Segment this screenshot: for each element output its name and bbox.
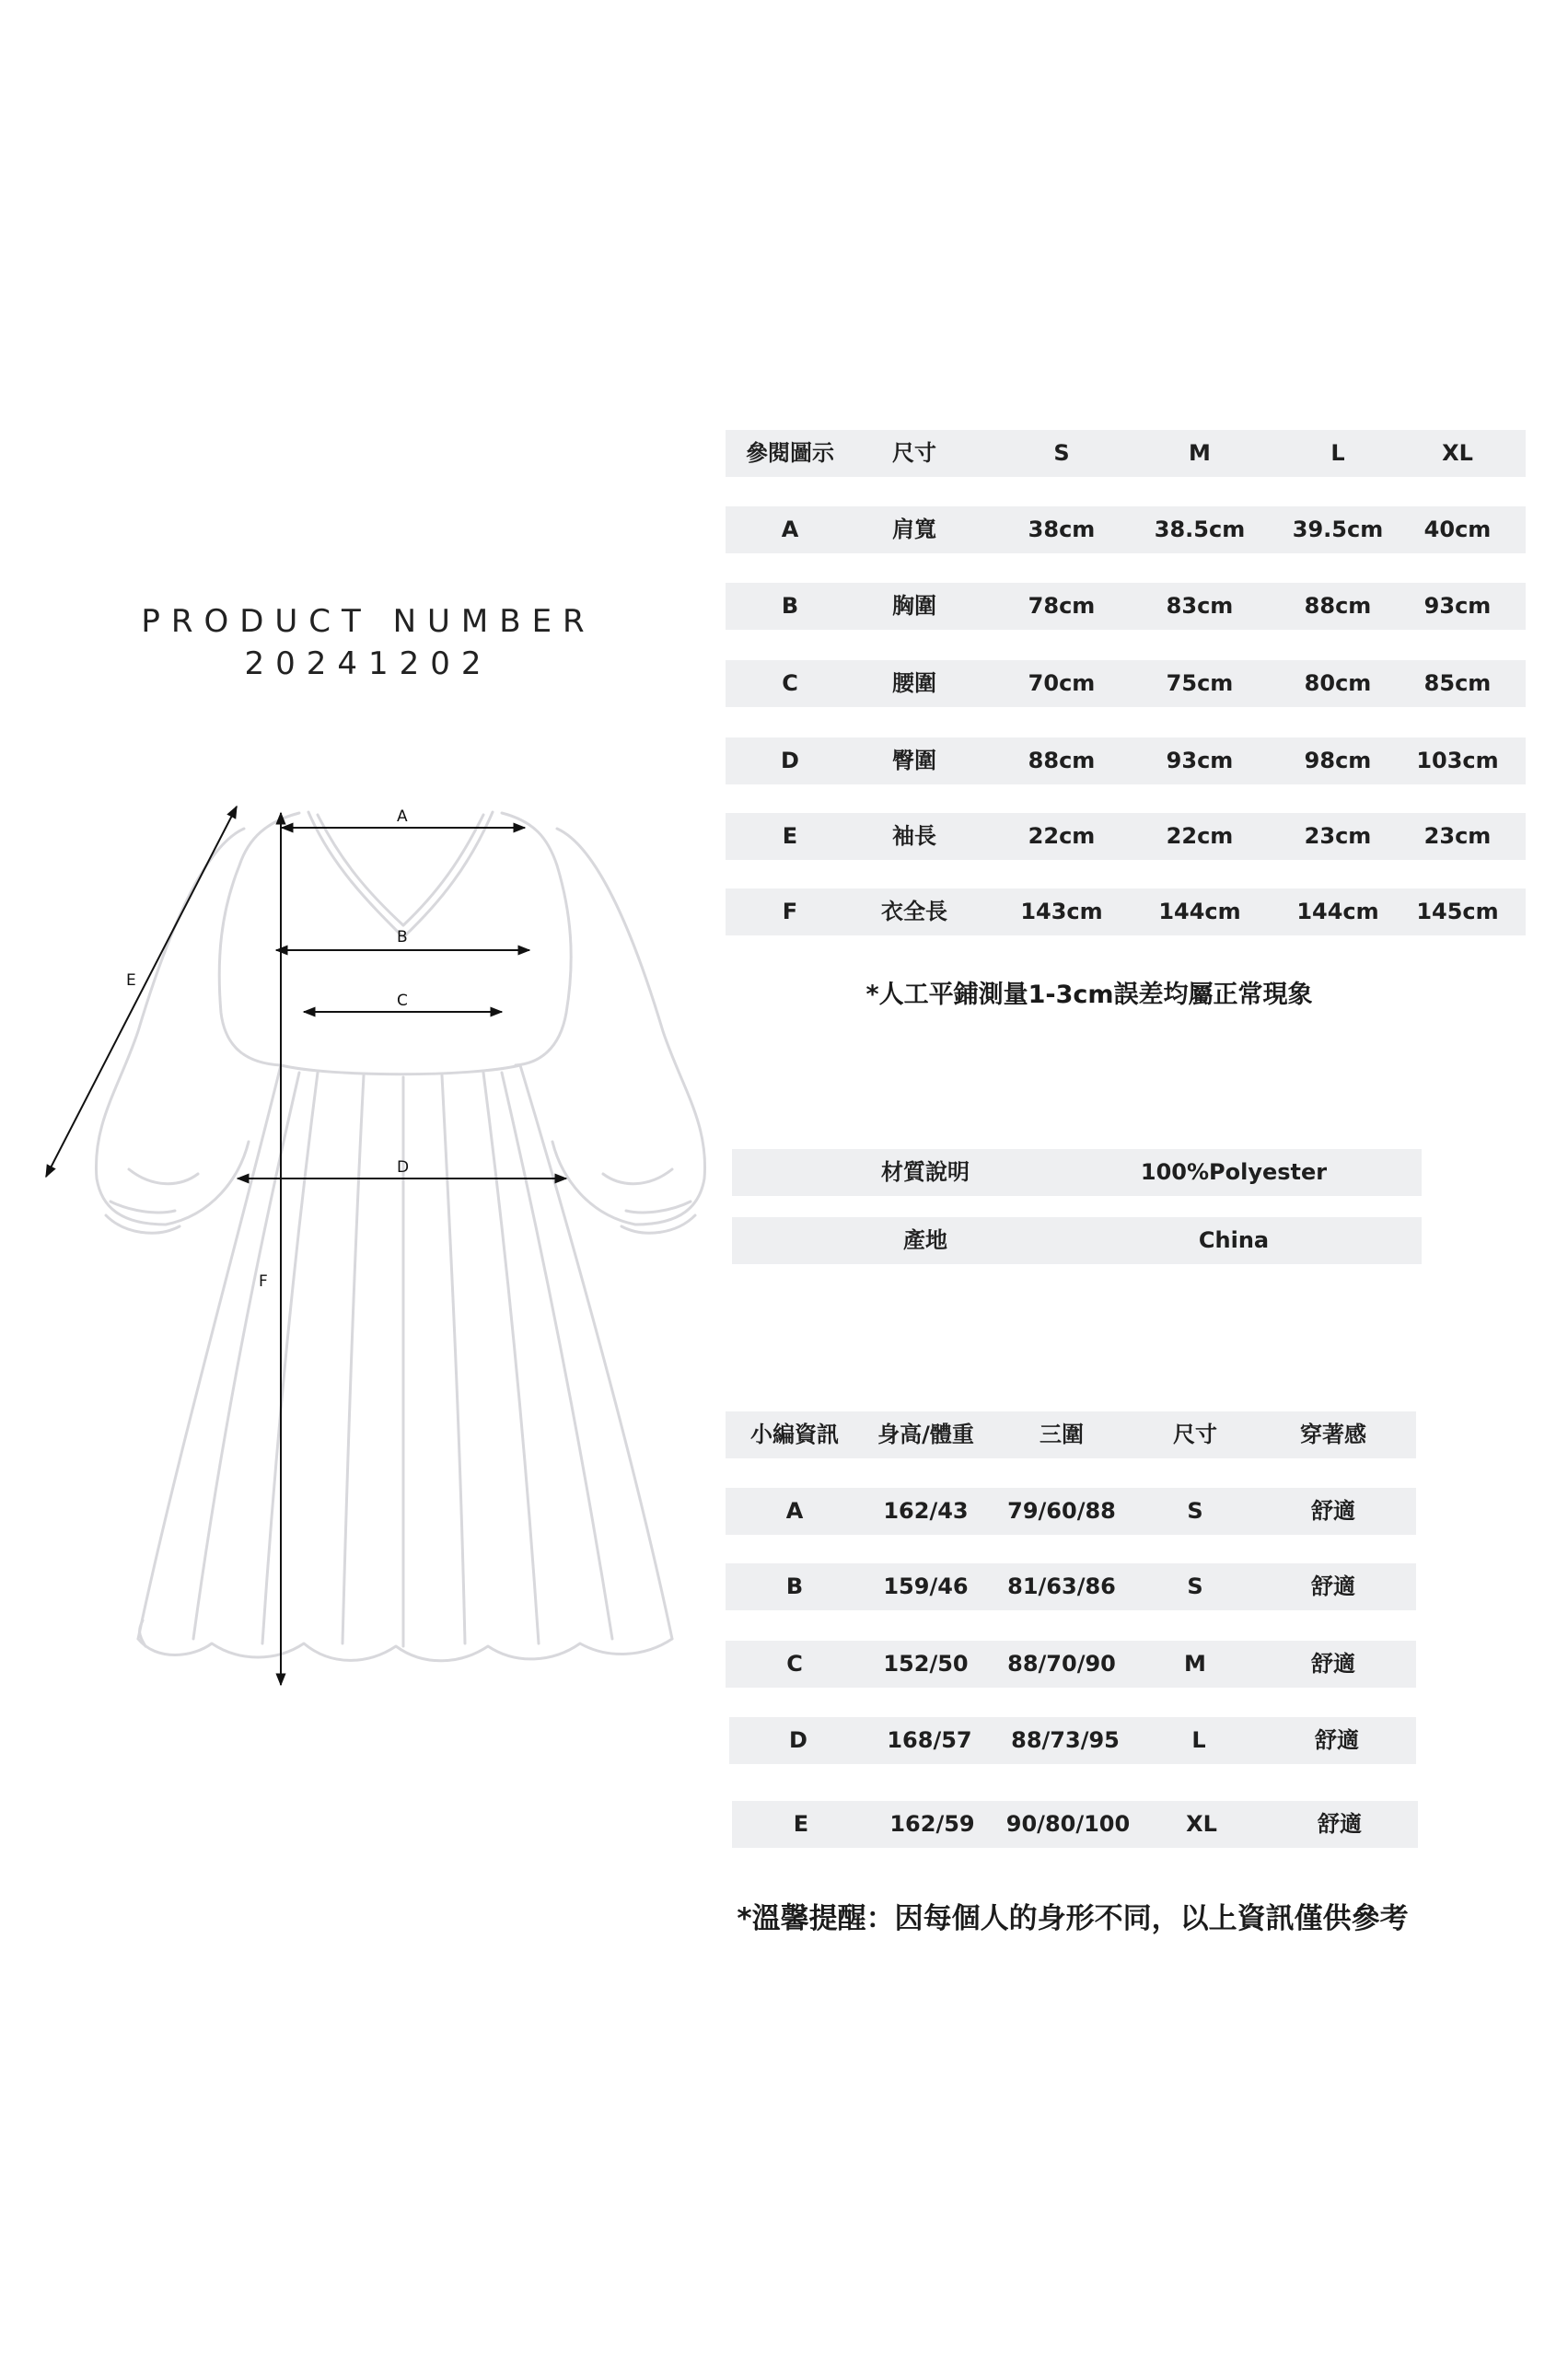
model-row-height: 168/57 (887, 1727, 972, 1753)
table-row (732, 1801, 1418, 1848)
table-row (726, 660, 1526, 707)
material-value: 100%Polyester (1140, 1159, 1328, 1185)
model-row-feel: 舒適 (1315, 1727, 1359, 1753)
size-row-ref: E (782, 823, 798, 849)
model-row-name: D (789, 1727, 807, 1753)
size-row-m: 93cm (1166, 748, 1234, 773)
label-f: F (259, 1272, 268, 1291)
size-row-xl: 93cm (1423, 593, 1492, 619)
table-row (726, 1641, 1416, 1688)
table-row (726, 506, 1526, 553)
model-row-feel: 舒適 (1318, 1811, 1362, 1837)
size-row-m: 144cm (1158, 899, 1241, 924)
measurement-arrows (46, 807, 566, 1685)
model-row-measure: 79/60/88 (1007, 1498, 1116, 1524)
size-header-ref: 參閱圖示 (746, 440, 834, 466)
model-row-measure: 81/63/86 (1007, 1573, 1116, 1599)
material-label: 材質說明 (881, 1159, 970, 1185)
size-row-s: 70cm (1028, 670, 1096, 696)
size-row-s: 78cm (1028, 593, 1096, 619)
model-row-size: XL (1186, 1811, 1217, 1837)
model-header-name: 小編資訊 (750, 1422, 839, 1447)
model-row-name: E (793, 1811, 809, 1837)
size-row-l: 98cm (1304, 748, 1372, 773)
size-row-s: 143cm (1020, 899, 1103, 924)
size-row-ref: F (782, 899, 798, 924)
model-row-height: 159/46 (883, 1573, 969, 1599)
size-row-xl: 40cm (1423, 517, 1492, 542)
model-row-size: M (1184, 1651, 1206, 1677)
size-row-s: 22cm (1028, 823, 1096, 849)
origin-value: China (1198, 1227, 1270, 1253)
size-row-part: 袖長 (892, 823, 936, 849)
arrow-e (46, 807, 237, 1177)
table-row (729, 1717, 1416, 1764)
size-header-xl: XL (1442, 440, 1473, 466)
model-row-height: 162/59 (889, 1811, 975, 1837)
model-row-name: C (786, 1651, 803, 1677)
label-e: E (126, 971, 136, 990)
table-row (726, 1488, 1416, 1535)
label-b: B (397, 928, 408, 946)
size-row-part: 衣全長 (881, 899, 947, 924)
size-row-xl: 145cm (1416, 899, 1499, 924)
size-row-m: 38.5cm (1154, 517, 1246, 542)
size-row-part: 肩寬 (892, 517, 936, 542)
product-number-label: PRODUCT NUMBER (141, 603, 596, 640)
size-row-l: 88cm (1304, 593, 1372, 619)
model-row-name: A (785, 1498, 804, 1524)
size-row-m: 83cm (1166, 593, 1234, 619)
label-a: A (397, 807, 408, 826)
size-row-m: 22cm (1166, 823, 1234, 849)
size-header-l: L (1330, 440, 1345, 466)
size-row-s: 88cm (1028, 748, 1096, 773)
size-row-l: 39.5cm (1292, 517, 1384, 542)
table-row (732, 1149, 1422, 1196)
size-row-ref: C (782, 670, 798, 696)
label-c: C (397, 992, 408, 1010)
origin-label: 產地 (903, 1227, 947, 1253)
size-header-s: S (1053, 440, 1070, 466)
size-row-ref: B (781, 593, 799, 619)
model-row-feel: 舒適 (1311, 1651, 1355, 1677)
model-row-measure: 90/80/100 (1005, 1811, 1131, 1837)
table-row (726, 583, 1526, 630)
label-d: D (397, 1158, 410, 1177)
model-row-size: S (1187, 1498, 1203, 1524)
size-row-s: 38cm (1028, 517, 1096, 542)
product-number-title (138, 600, 598, 685)
model-row-measure: 88/70/90 (1007, 1651, 1116, 1677)
size-row-ref: D (781, 748, 799, 773)
model-header-size: 尺寸 (1173, 1422, 1217, 1447)
size-row-xl: 103cm (1416, 748, 1499, 773)
size-row-m: 75cm (1166, 670, 1234, 696)
model-table-header (726, 1411, 1416, 1458)
size-table-header (726, 430, 1526, 477)
reminder-note: *溫馨提醒：因每個人的身形不同，以上資訊僅供參考 (737, 1902, 1409, 1935)
model-row-height: 162/43 (883, 1498, 969, 1524)
table-row (726, 813, 1526, 860)
size-row-l: 80cm (1304, 670, 1372, 696)
size-header-m: M (1189, 440, 1211, 466)
table-row (726, 737, 1526, 784)
model-row-size: S (1187, 1573, 1203, 1599)
model-header-feel: 穿著感 (1300, 1422, 1366, 1447)
size-row-part: 臀圍 (892, 748, 936, 773)
product-number-value: 20241202 (244, 645, 493, 682)
size-row-xl: 85cm (1423, 670, 1492, 696)
size-row-part: 腰圍 (892, 670, 936, 696)
model-header-height: 身高/體重 (877, 1422, 974, 1447)
size-row-part: 胸圍 (892, 593, 936, 619)
model-header-measure: 三圍 (1040, 1422, 1084, 1447)
model-row-feel: 舒適 (1311, 1573, 1355, 1599)
table-row (726, 1563, 1416, 1610)
dress-measurement-diagram (0, 773, 727, 1703)
model-row-feel: 舒適 (1311, 1498, 1355, 1524)
model-row-height: 152/50 (883, 1651, 969, 1677)
size-row-ref: A (781, 517, 799, 542)
measurement-note: *人工平鋪測量1-3cm誤差均屬正常現象 (865, 981, 1313, 1009)
size-row-l: 144cm (1296, 899, 1379, 924)
model-row-measure: 88/73/95 (1011, 1727, 1120, 1753)
size-header-size: 尺寸 (892, 440, 936, 466)
model-row-size: L (1191, 1727, 1206, 1753)
table-row (732, 1217, 1422, 1264)
size-row-xl: 23cm (1423, 823, 1492, 849)
model-row-name: B (785, 1573, 804, 1599)
table-row (726, 888, 1526, 935)
size-row-l: 23cm (1304, 823, 1372, 849)
